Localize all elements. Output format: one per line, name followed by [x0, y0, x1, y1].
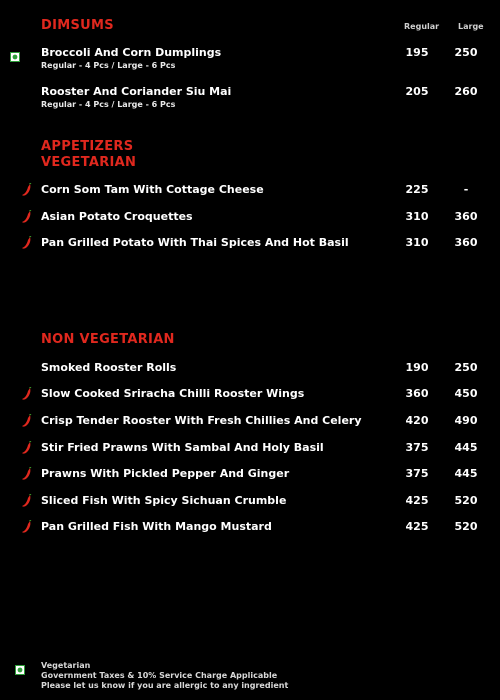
- item-name: Pan Grilled Potato With Thai Spices And Hot Basil: [41, 236, 349, 249]
- price-large: -: [463, 183, 469, 196]
- price-regular: 375: [405, 441, 429, 454]
- chili-icon: [21, 209, 33, 223]
- menu-item: [0, 494, 500, 514]
- price-regular: 420: [405, 414, 429, 427]
- menu-item: [0, 236, 500, 256]
- footer-legend: Vegetarian: [41, 661, 91, 670]
- footer-allergy-note: Please let us know if you are allergic to any ingredient: [41, 681, 289, 690]
- chili-icon: [21, 386, 33, 400]
- price-large: 250: [454, 46, 478, 59]
- menu-item: [0, 467, 500, 487]
- item-name: Asian Potato Croquettes: [41, 210, 193, 223]
- price-regular: 425: [405, 494, 429, 507]
- item-name: Sliced Fish With Spicy Sichuan Crumble: [41, 494, 287, 507]
- section-title-non-vegetarian: NON VEGETARIAN: [41, 332, 175, 347]
- menu-item: [0, 414, 500, 434]
- section-title-vegetarian: VEGETARIAN: [41, 155, 137, 170]
- price-regular: 310: [405, 210, 429, 223]
- price-regular: 190: [405, 361, 429, 374]
- item-name: Corn Som Tam With Cottage Cheese: [41, 183, 264, 196]
- price-large: 250: [454, 361, 478, 374]
- menu-item: [0, 46, 500, 70]
- price-large: 445: [454, 467, 478, 480]
- column-header-large: Large: [458, 22, 484, 31]
- price-regular: 360: [405, 387, 429, 400]
- veg-icon: [10, 47, 20, 57]
- price-large: 450: [454, 387, 478, 400]
- item-name: Crisp Tender Rooster With Fresh Chillies And Celery: [41, 414, 362, 427]
- chili-icon: [21, 440, 33, 454]
- price-large: 520: [454, 494, 478, 507]
- menu-item: [0, 441, 500, 461]
- price-regular: 195: [405, 46, 429, 59]
- chili-icon: [21, 493, 33, 507]
- chili-icon: [21, 466, 33, 480]
- price-large: 490: [454, 414, 478, 427]
- menu-item: [0, 387, 500, 407]
- item-name: Stir Fried Prawns With Sambal And Holy Basil: [41, 441, 324, 454]
- item-name: Prawns With Pickled Pepper And Ginger: [41, 467, 290, 480]
- chili-icon: [21, 413, 33, 427]
- price-large: 260: [454, 85, 478, 98]
- menu-item: [0, 361, 500, 381]
- item-name: Slow Cooked Sriracha Chilli Rooster Wings: [41, 387, 305, 400]
- item-name: Smoked Rooster Rolls: [41, 361, 177, 374]
- price-regular: 425: [405, 520, 429, 533]
- item-description: Regular - 4 Pcs / Large - 6 Pcs: [41, 100, 176, 109]
- item-name: Broccoli And Corn Dumplings: [41, 46, 222, 59]
- chili-icon: [21, 182, 33, 196]
- chili-icon: [21, 519, 33, 533]
- section-title-dimsums: DIMSUMS: [41, 18, 114, 33]
- item-description: Regular - 4 Pcs / Large - 6 Pcs: [41, 61, 176, 70]
- price-large: 520: [454, 520, 478, 533]
- price-regular: 205: [405, 85, 429, 98]
- price-regular: 225: [405, 183, 429, 196]
- price-regular: 375: [405, 467, 429, 480]
- menu-item: [0, 183, 500, 203]
- price-large: 360: [454, 210, 478, 223]
- item-name: Pan Grilled Fish With Mango Mustard: [41, 520, 272, 533]
- section-title-appetizers: APPETIZERS: [41, 139, 134, 154]
- price-large: 445: [454, 441, 478, 454]
- price-large: 360: [454, 236, 478, 249]
- menu-item: [0, 210, 500, 230]
- chili-icon: [21, 235, 33, 249]
- menu-item: [0, 85, 500, 109]
- item-name: Rooster And Coriander Siu Mai: [41, 85, 232, 98]
- veg-icon: [15, 660, 25, 670]
- footer-taxes-note: Government Taxes & 10% Service Charge Applicable: [41, 671, 278, 680]
- column-header-regular: Regular: [404, 22, 440, 31]
- menu-item: [0, 520, 500, 540]
- price-regular: 310: [405, 236, 429, 249]
